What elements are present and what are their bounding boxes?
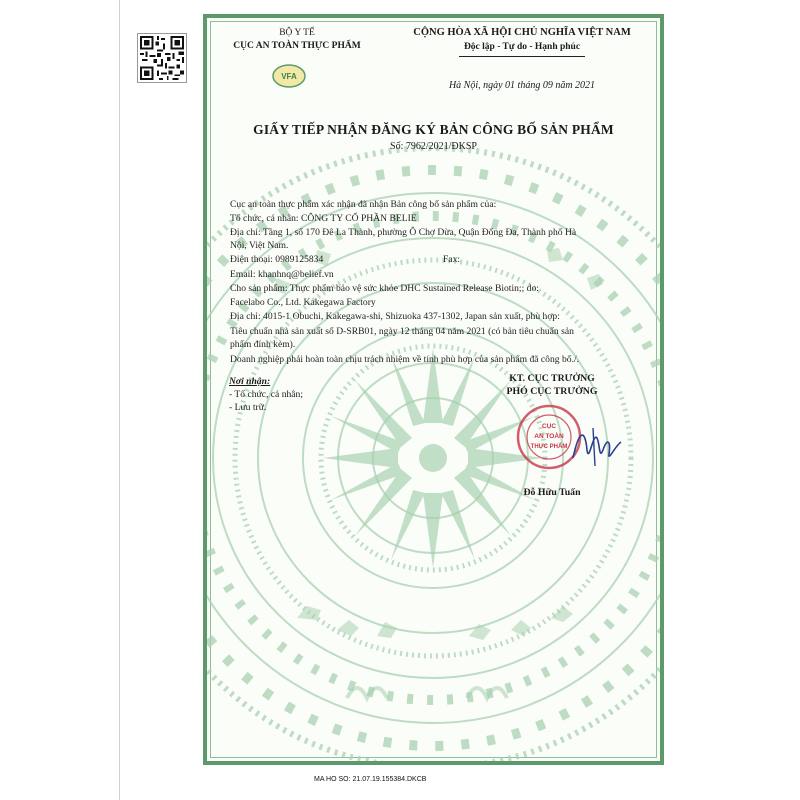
stamp-text-line: THỰC PHẨM bbox=[530, 444, 568, 450]
stamp-text-line: AN TOÀN bbox=[534, 433, 564, 440]
dossier-code: MA HO SO: 21.07.19.155384.DKCB bbox=[314, 776, 427, 783]
certificate-sheet bbox=[203, 14, 664, 765]
signature-subtitle: PHÓ CỤC TRƯỞNG bbox=[506, 386, 598, 397]
signature-title: KT. CỤC TRƯỞNG bbox=[509, 373, 595, 384]
document-title: GIẤY TIẾP NHẬN ĐĂNG KÝ BẢN CÔNG BỐ SẢN PHẨM bbox=[253, 122, 614, 137]
fax-label: Fax: bbox=[443, 254, 461, 265]
recipient-item: - Tổ chức, cá nhân; bbox=[229, 389, 304, 400]
ministry-name: BỘ Y TẾ bbox=[279, 28, 315, 38]
body-line: Địa chỉ: 4015-1 Obuchi, Kakegawa-shi, Shizuoka 437-1302, Japan sản xuất, phù hợp: bbox=[230, 311, 560, 322]
body-line: Tổ chức, cá nhân: CÔNG TY CỔ PHẦN BELIE bbox=[230, 213, 417, 224]
vfa-logo-icon bbox=[272, 64, 306, 88]
logo-text: VFA bbox=[281, 72, 297, 81]
body-line: Tiêu chuẩn nhà sản xuất số D-SRB01, ngày 12 tháng 04 năm 2021 (có bản tiêu chuẩn sản bbox=[230, 326, 574, 337]
document-number: Số: 7962/2021/ĐKSP bbox=[390, 141, 477, 152]
recipients-title: Nơi nhận: bbox=[229, 376, 271, 387]
issue-date: Hà Nội, ngày 01 tháng 09 năm 2021 bbox=[448, 80, 596, 91]
republic-name: CỘNG HÒA XÃ HỘI CHỦ NGHĨA VIỆT NAM bbox=[413, 27, 631, 38]
body-line: Nội, Việt Nam. bbox=[230, 240, 289, 251]
stamp-text-line: CỤC bbox=[541, 423, 557, 430]
body-line: Facelabo Co., Ltd. Kakegawa Factory bbox=[230, 297, 376, 308]
signer-name: Đỗ Hữu Tuấn bbox=[523, 487, 581, 498]
body-line: Cho sản phẩm: Thực phẩm bảo vệ sức khỏe DHC Sustained Release Biotin;; do: bbox=[230, 283, 539, 294]
body-line: Doanh nghiệp phải hoàn toàn chịu trách nhiệm về tính phù hợp của sản phẩm đã công bố./. bbox=[230, 354, 580, 365]
qr-code-icon bbox=[137, 33, 187, 83]
national-motto: Độc lập - Tự do - Hạnh phúc bbox=[463, 42, 581, 52]
recipient-item: - Lưu trữ. bbox=[229, 402, 267, 413]
body-line: Điện thoại: 0989125834 bbox=[230, 254, 324, 265]
body-line: Cục an toàn thực phẩm xác nhận đã nhận Bản công bố sản phẩm của: bbox=[230, 199, 497, 210]
body-line: Email: khanhnq@belief.vn bbox=[230, 269, 334, 280]
handwritten-signature-icon bbox=[567, 420, 627, 470]
body-line: Địa chỉ: Tầng 1, số 170 Đê La Thành, phường Ô Chợ Dừa, Quận Đống Đa, Thành phố Hà bbox=[230, 227, 577, 238]
agency-name: CỤC AN TOÀN THỰC PHẨM bbox=[233, 41, 361, 51]
page-divider-line bbox=[119, 0, 120, 800]
body-line: phẩm đính kèm). bbox=[230, 339, 296, 350]
motto-underline bbox=[459, 56, 585, 57]
